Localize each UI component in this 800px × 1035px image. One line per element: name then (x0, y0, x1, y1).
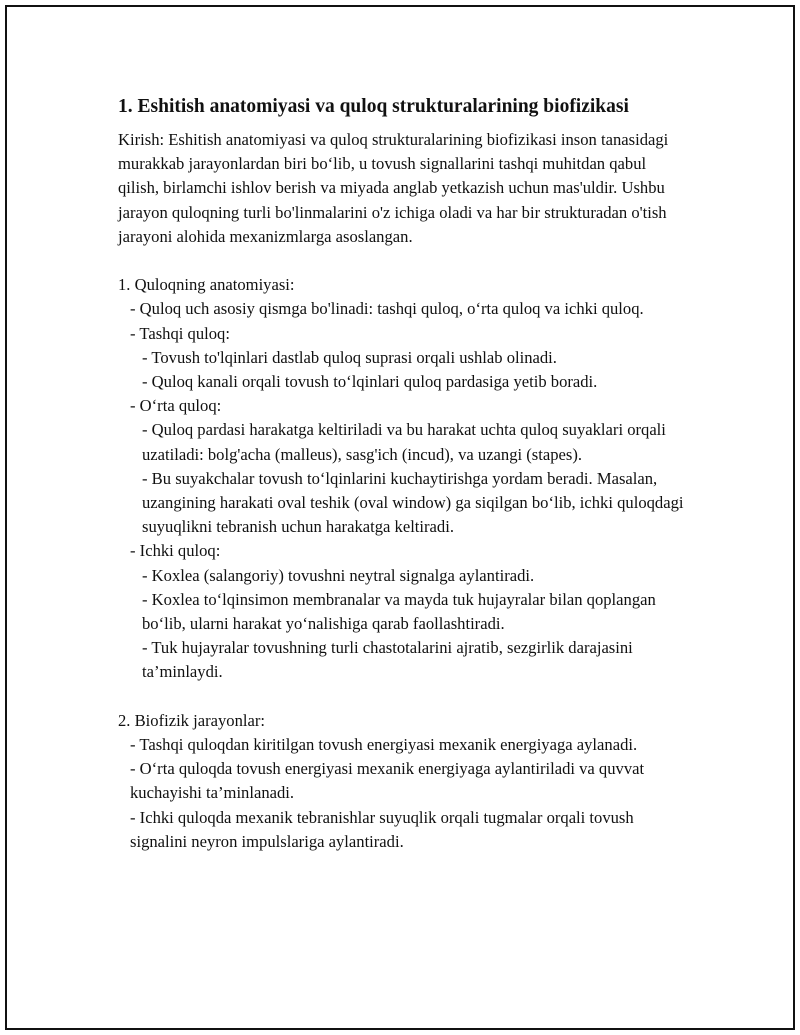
subsection-label-inner-ear: - Ichki quloq: (130, 541, 221, 561)
list-item: - Ichki quloqda mexanik tebranishlar suyuqlik orqali tugmalar orqali tovush signalini neyron impulslariga aylantiradi. (130, 807, 638, 851)
subsection-label-outer-ear: - Tashqi quloq: (130, 323, 230, 343)
list-item: - Koxlea (salangoriy) tovushni neytral signalga aylantiradi. (142, 565, 535, 585)
list-item: - Tuk hujayralar tovushning turli chastotalarini ajratib, sezgirlik darajasini ta’minlaydi. (142, 638, 637, 682)
list-item: - Tovush to'lqinlari dastlab quloq suprasi orqali ushlab olinadi. (142, 347, 557, 367)
list-item: - Quloq kanali orqali tovush to‘lqinlari quloq pardasiga yetib boradi. (142, 372, 598, 392)
document-body (118, 94, 688, 854)
intro-paragraph: Kirish: Eshitish anatomiyasi va quloq strukturalarining biofizikasi inson tanasidagi murakkab jarayonlardan biri bo‘lib, u tovush signallarini tashqi muhitdan qabul qilish, birlamchi ishlov berish va miyada anglab yetkazish uchun mas'uldir. Ushbu jarayon quloqning turli bo'linmalarini o'z ichiga oladi va har bir strukturadan o'tish jarayoni alohida mexanizmlarga asoslangan. (118, 130, 673, 246)
list-item: - Bu suyakchalar tovush to‘lqinlarini kuchaytirishga yordam beradi. Masalan, uzangining harakati oval teshik (oval window) ga siqilgan bo‘lib, ichki quloqdagi suyuqlikni tebranish uchun harakatga keltiradi. (142, 468, 688, 537)
section-heading-anatomy: 1. Quloqning anatomiyasi: (118, 275, 295, 295)
spacer (118, 249, 684, 273)
list-item: - Tashqi quloqdan kiritilgan tovush energiyasi mexanik energiyaga aylanadi. (130, 735, 638, 755)
section-heading-biophysics: 2. Biofizik jarayonlar: (118, 710, 265, 730)
list-item: - Koxlea to‘lqinsimon membranalar va mayda tuk hujayralar bilan qoplangan bo‘lib, ularni harakat yo‘nalishiga qarab faollashtiradi. (142, 589, 660, 634)
document-title: 1. Eshitish anatomiyasi va quloq strukturalarining biofizikasi (118, 96, 629, 117)
spacer (118, 685, 684, 709)
list-item: - Quloq pardasi harakatga keltiriladi va bu harakat uchta quloq suyaklari orqali uzatiladi: bolg'acha (malleus), sasg'ich (incud), va uzangi (stapes). (142, 420, 671, 464)
subsection-label-middle-ear: - O‘rta quloq: (130, 396, 222, 416)
list-item: - Quloq uch asosiy qismga bo'linadi: tashqi quloq, o‘rta quloq va ichki quloq. (130, 299, 644, 319)
list-item: - O‘rta quloqda tovush energiyasi mexanik energiyaga aylantiriladi va quvvat kuchayishi ta’minlanadi. (130, 759, 649, 803)
